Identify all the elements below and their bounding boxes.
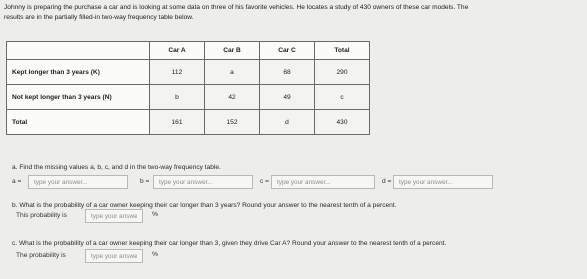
label-c: c = [260,178,269,185]
table-cell: 112 [150,60,205,85]
table-cell: 68 [260,60,315,85]
probability-b-input[interactable] [85,209,143,223]
table-row [7,85,370,110]
row-header-total: Total [7,110,150,135]
column-header-car-c: Car C [260,42,315,60]
column-header-car-a: Car A [150,42,205,60]
table-cell: c [315,85,370,110]
label-d: d = [382,178,392,185]
label-b: b = [140,178,150,185]
percent-sign-c: % [152,251,159,258]
table-header-row [7,42,370,60]
intro-line-1: Johnny is preparing the purchase a car and is looking at some data on three of his favorite vehicles. He locates a study of 430 owners of these car models. The [4,4,469,11]
table-cell: 152 [205,110,260,135]
row-header-not-kept: Not kept longer than 3 years (N) [7,85,150,110]
table-cell: 42 [205,85,260,110]
label-a: a = [12,178,22,185]
prefix-b: This probability is [16,212,67,219]
question-c: c. What is the probability of a car owner keeping their car longer than 3, given they drive Car A? Round your answer to the nearest tenth of a percent. [12,240,447,247]
answer-d-input[interactable] [393,175,493,189]
table-cell: 49 [260,85,315,110]
question-a: a. Find the missing values a, b, c, and d in the two-way frequency table. [12,164,221,171]
intro-line-2: results are in the partially filled-in two-way frequency table below. [4,14,194,21]
prefix-c: The probability is [16,252,66,259]
answer-b-input[interactable] [153,175,253,189]
column-header-car-b: Car B [205,42,260,60]
probability-c-input[interactable] [85,249,143,263]
table-cell: 161 [150,110,205,135]
table-row [7,110,370,135]
row-header-kept: Kept longer than 3 years (K) [7,60,150,85]
column-header-total: Total [315,42,370,60]
problem-intro [4,3,584,23]
table-cell: a [205,60,260,85]
question-b: b. What is the probability of a car owner keeping their car longer than 3 years? Round your answer to the nearest tenth of a percent. [12,202,397,209]
table-cell: 290 [315,60,370,85]
answer-a-input[interactable] [28,175,128,189]
table-corner-cell [7,42,150,60]
table-cell: 430 [315,110,370,135]
two-way-frequency-table [6,41,370,135]
table-row [7,60,370,85]
answer-c-input[interactable] [271,175,375,189]
table-cell: b [150,85,205,110]
table-cell: d [260,110,315,135]
percent-sign-b: % [152,211,159,218]
